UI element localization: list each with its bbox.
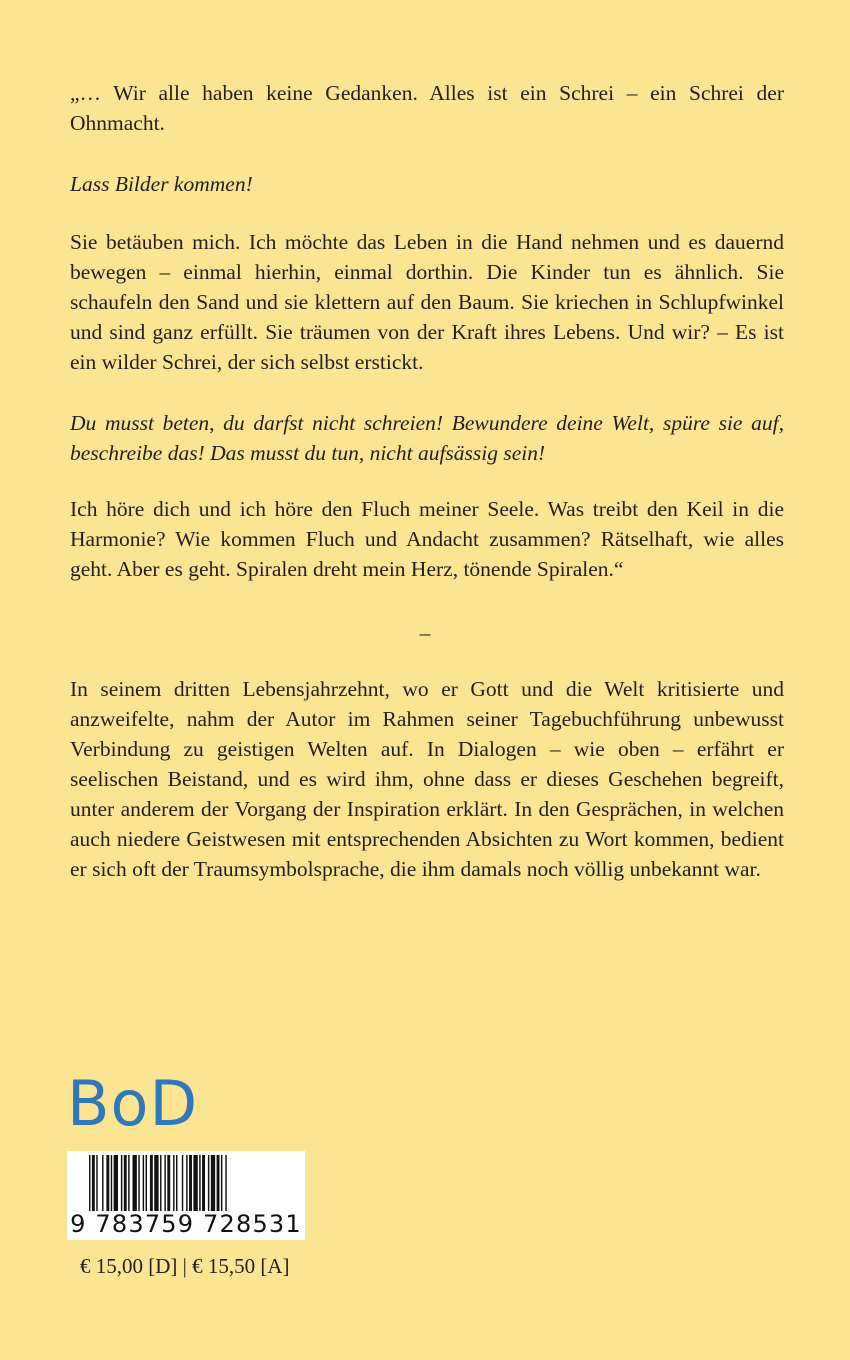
- quote-paragraph-3: Sie betäuben mich. Ich möchte das Leben in die Hand nehmen und es dauernd bewegen – einmal hierhin, einmal dorthin. Die Kinder tun es ähnlich. Sie schaufeln den Sand und sie klettern auf den Baum. Sie kriechen in Schlupfwinkel und sind ganz erfüllt. Sie träumen von der Kraft ihres Lebens. Und wir? – Es ist ein wilder Schrei, der sich selbst erstickt.: [70, 230, 784, 374]
- barcode-bar: [133, 1155, 137, 1211]
- publisher-logo: BoD: [67, 1067, 199, 1140]
- barcode-bar: [193, 1155, 197, 1211]
- barcode-bar: [124, 1155, 127, 1211]
- barcode-bar: [164, 1155, 165, 1211]
- barcode-bar: [211, 1155, 215, 1211]
- barcode-bar: [217, 1155, 220, 1211]
- quote-paragraph-4: Du musst beten, du darfst nicht schreien! Bewundere deine Welt, spüre sie auf, beschreibe das! Das musst du tun, nicht aufsässig sein!: [70, 411, 784, 465]
- barcode-bar: [150, 1155, 153, 1211]
- barcode-bar: [225, 1155, 226, 1211]
- barcode-bar: [186, 1155, 187, 1211]
- barcode-bar: [160, 1155, 161, 1211]
- barcode-bar: [202, 1155, 205, 1211]
- barcode-bar: [111, 1155, 112, 1211]
- barcode-bar: [121, 1155, 122, 1211]
- price-label: € 15,00 [D] | € 15,50 [A]: [80, 1254, 290, 1278]
- quote-paragraph-2: Lass Bilder kommen!: [70, 172, 253, 196]
- barcode-bar: [182, 1155, 183, 1211]
- barcode-bar: [106, 1155, 109, 1211]
- barcode-bar: [173, 1155, 174, 1211]
- barcode-bar: [176, 1155, 177, 1211]
- barcode-bar: [102, 1155, 103, 1211]
- barcode-bar: [154, 1155, 158, 1211]
- barcode-bar: [199, 1155, 200, 1211]
- isbn-barcode: [67, 1151, 305, 1240]
- section-separator: –: [419, 621, 431, 645]
- barcode-bar: [189, 1155, 192, 1211]
- barcode-bar: [208, 1155, 209, 1211]
- barcode-bar: [146, 1155, 147, 1211]
- barcode-bar: [114, 1155, 118, 1211]
- barcode-bar: [143, 1155, 144, 1211]
- barcode-bar: [167, 1155, 170, 1211]
- quote-paragraph-1: „… Wir alle haben keine Gedanken. Alles ist ein Schrei – ein Schrei der Ohnmacht.: [70, 81, 784, 135]
- isbn-number: 9 783759 728531: [70, 1210, 302, 1238]
- barcode-bar: [96, 1155, 97, 1211]
- book-description: In seinem dritten Lebensjahrzehnt, wo er Gott und die Welt kritisierte und anzweifelte, nahm der Autor im Rahmen seiner Tagebuchführung unbewusst Verbindung zu geistigen Welten auf. In Dialogen – wie oben – erfährt er seelischen Beistand, und es wird ihm, ohne dass er dieses Geschehen begreift, unter anderem der Vorgang der Inspiration erklärt. In den Gesprächen, in welchen auch niedere Geistwesen mit entsprechenden Absichten zu Wort kommen, bedient er sich oft der Traumsymbolsprache, die ihm damals noch völlig unbekannt war.: [70, 677, 784, 881]
- barcode-bar: [221, 1155, 222, 1211]
- barcode-bar: [92, 1155, 95, 1211]
- quote-paragraph-5: Ich höre dich und ich höre den Fluch meiner Seele. Was treibt den Keil in die Harmonie? Wie kommen Fluch und Andacht zusammen? Rätselhaft, wie alles geht. Aber es geht. Spiralen dreht mein Herz, tönende Spiralen.“: [70, 497, 784, 581]
- barcode-bar: [138, 1155, 139, 1211]
- barcode-bar: [89, 1155, 90, 1211]
- barcode-bar: [128, 1155, 129, 1211]
